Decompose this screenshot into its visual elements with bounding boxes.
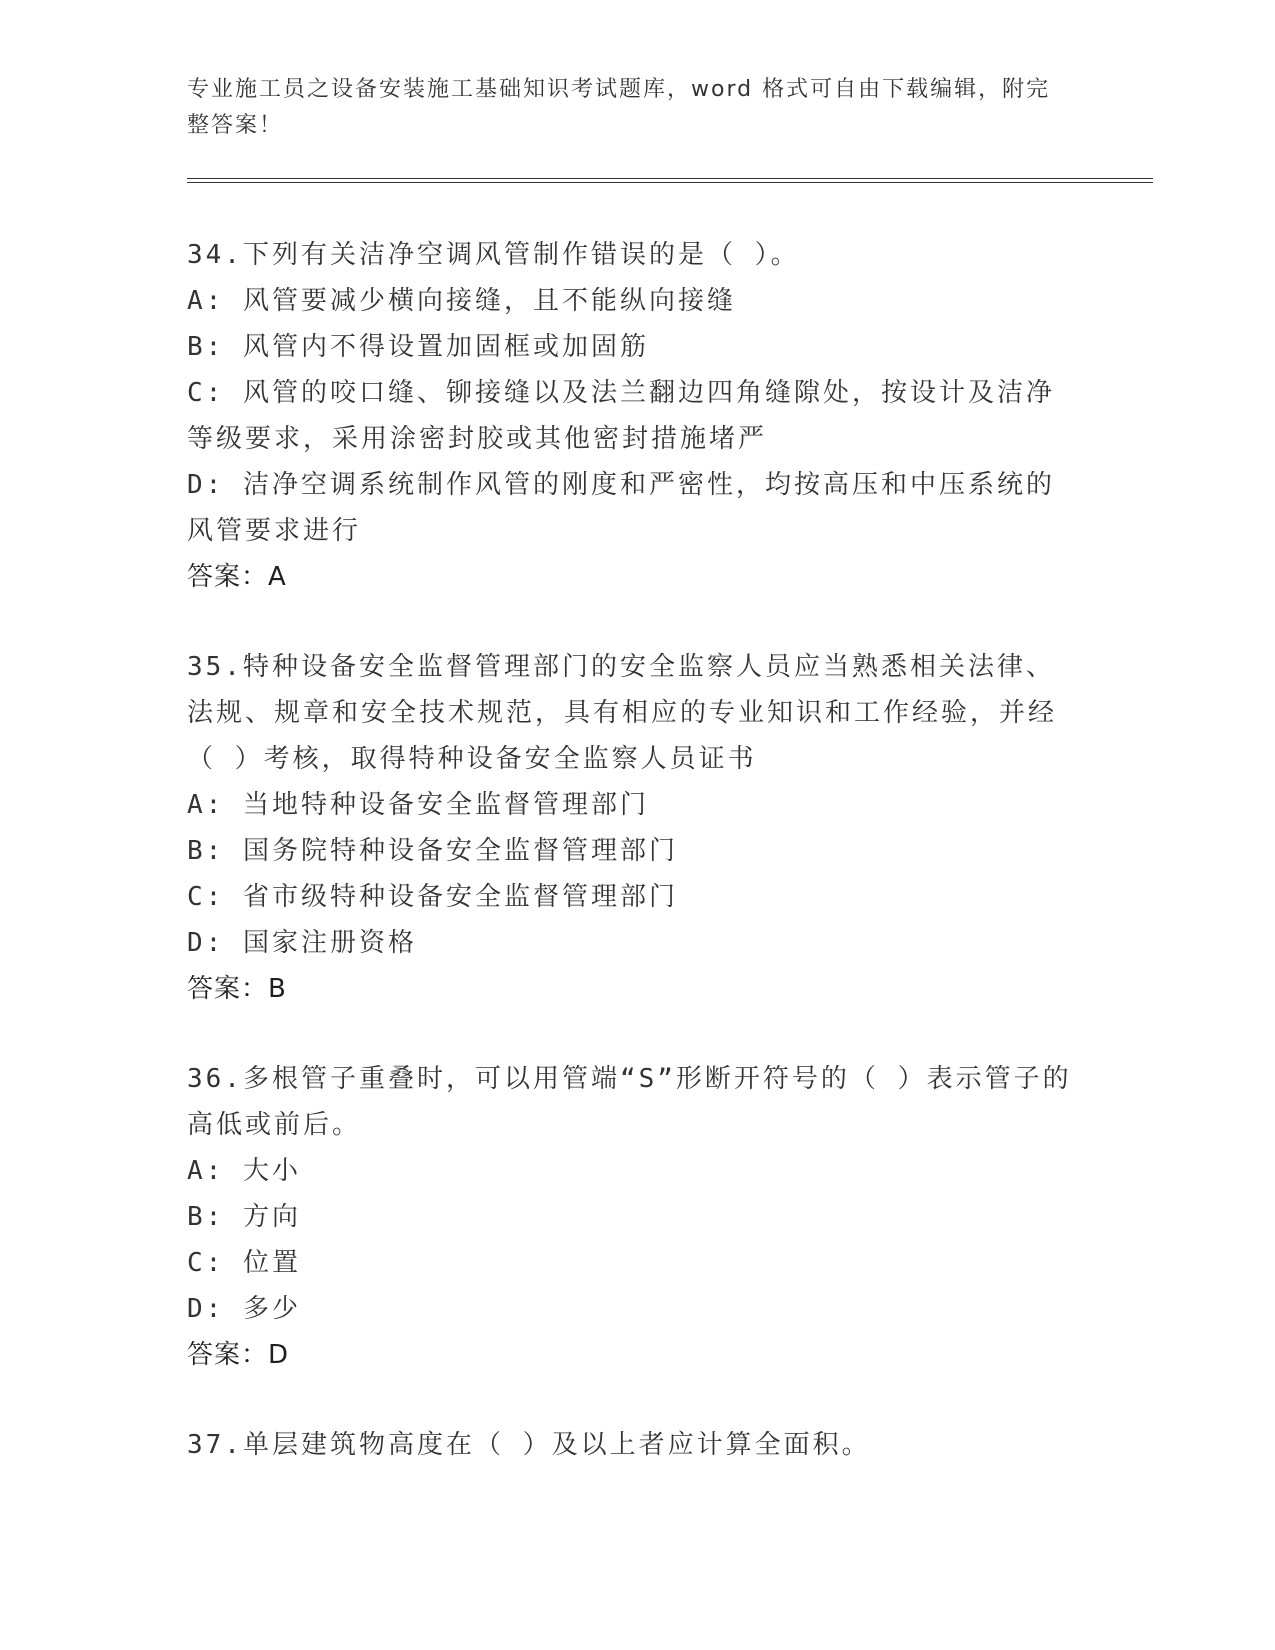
- header-divider-bottom: [187, 182, 1153, 183]
- document-header: 专业施工员之设备安装施工基础知识考试题库，word 格式可自由下载编辑，附完整答案！: [187, 77, 1051, 138]
- option-c: C: 位置: [187, 1248, 301, 1278]
- option-b: B: 国务院特种设备安全监督管理部门: [187, 836, 678, 866]
- option-a: A: 当地特种设备安全监督管理部门: [187, 790, 649, 820]
- option-b: B: 风管内不得设置加固框或加固筋: [187, 332, 649, 362]
- question-36: [187, 1056, 1077, 1378]
- option-b: B: 方向: [187, 1202, 301, 1232]
- option-a: A: 风管要减少横向接缝，且不能纵向接缝: [187, 286, 736, 316]
- question-35: [187, 644, 1077, 1012]
- answer: 答案：D: [187, 1340, 290, 1370]
- header-divider-top: [187, 178, 1153, 179]
- option-c: C: 省市级特种设备安全监督管理部门: [187, 882, 678, 912]
- option-d: D: 洁净空调系统制作风管的刚度和严密性，均按高压和中压系统的风管要求进行: [187, 470, 1055, 546]
- question-37: [187, 1422, 1077, 1468]
- question-stem: 37.单层建筑物高度在（ ）及以上者应计算全面积。: [187, 1430, 871, 1460]
- question-stem: 35.特种设备安全监督管理部门的安全监察人员应当熟悉相关法律、法规、规章和安全技术规范，具有相应的专业知识和工作经验，并经（ ）考核，取得特种设备安全监察人员证书: [187, 652, 1058, 774]
- answer: 答案：B: [187, 974, 287, 1004]
- answer: 答案：A: [187, 562, 287, 592]
- option-d: D: 多少: [187, 1294, 301, 1324]
- option-d: D: 国家注册资格: [187, 928, 417, 958]
- option-a: A: 大小: [187, 1156, 301, 1186]
- question-list: [187, 232, 1077, 1512]
- question-34: [187, 232, 1077, 600]
- question-stem: 34.下列有关洁净空调风管制作错误的是（ ）。: [187, 240, 800, 270]
- question-stem: 36.多根管子重叠时，可以用管端“S”形断开符号的（ ）表示管子的高低或前后。: [187, 1064, 1072, 1140]
- option-c: C: 风管的咬口缝、铆接缝以及法兰翻边四角缝隙处，按设计及洁净等级要求，采用涂密封胶或其他密封措施堵严: [187, 378, 1055, 454]
